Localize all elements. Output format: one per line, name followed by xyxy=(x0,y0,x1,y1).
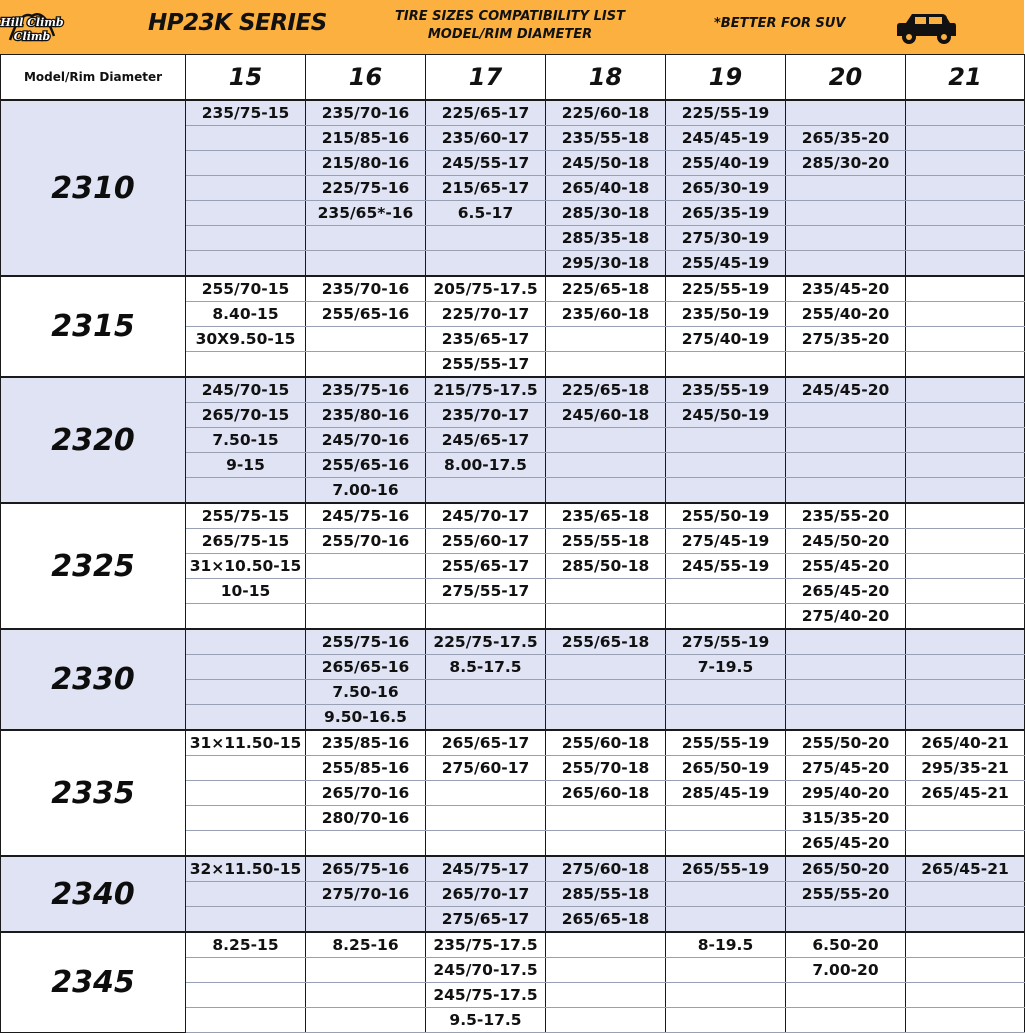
tire-size-cell: 255/70-15 xyxy=(186,276,306,302)
tire-size-cell xyxy=(906,806,1025,831)
table-row xyxy=(1,932,1025,958)
tire-size-cell xyxy=(186,756,306,781)
tire-size-cell xyxy=(906,983,1025,1008)
tire-size-cell: 7.50-16 xyxy=(306,680,426,705)
table-row xyxy=(1,629,1025,655)
suv-note: *BETTER FOR SUV xyxy=(714,16,846,31)
tire-size-cell: 245/55-19 xyxy=(666,554,786,579)
tire-size-cell xyxy=(906,403,1025,428)
tire-size-cell xyxy=(426,478,546,504)
table-row xyxy=(1,856,1025,882)
tire-size-cell xyxy=(906,579,1025,604)
column-header: 21 xyxy=(906,55,1025,101)
tire-size-cell xyxy=(546,983,666,1008)
tire-size-cell xyxy=(786,655,906,680)
column-header: 17 xyxy=(426,55,546,101)
tire-size-cell xyxy=(546,806,666,831)
tire-size-cell xyxy=(906,831,1025,857)
tire-size-cell xyxy=(426,806,546,831)
tire-size-cell xyxy=(786,100,906,126)
tire-size-cell xyxy=(186,126,306,151)
tire-size-cell xyxy=(546,1008,666,1033)
tire-size-cell xyxy=(186,680,306,705)
tire-size-cell xyxy=(186,604,306,630)
model-label: 2345 xyxy=(1,932,186,1033)
column-header: 16 xyxy=(306,55,426,101)
tire-size-cell xyxy=(546,352,666,378)
tire-size-cell: 255/75-16 xyxy=(306,629,426,655)
tire-size-cell xyxy=(306,983,426,1008)
tire-size-cell xyxy=(906,529,1025,554)
tire-size-cell: 255/40-19 xyxy=(666,151,786,176)
tire-size-cell xyxy=(906,604,1025,630)
tire-size-cell xyxy=(906,428,1025,453)
tire-size-cell: 265/50-20 xyxy=(786,856,906,882)
tire-size-cell xyxy=(546,958,666,983)
tire-size-cell: 275/45-20 xyxy=(786,756,906,781)
tire-size-cell xyxy=(786,629,906,655)
tire-size-cell: 275/35-20 xyxy=(786,327,906,352)
tire-size-cell: 285/30-18 xyxy=(546,201,666,226)
tire-size-cell xyxy=(786,352,906,378)
tire-size-cell xyxy=(666,806,786,831)
tire-size-cell xyxy=(786,453,906,478)
tire-size-cell: 215/80-16 xyxy=(306,151,426,176)
tire-size-cell xyxy=(906,151,1025,176)
tire-size-cell xyxy=(306,327,426,352)
tire-size-cell: 265/70-15 xyxy=(186,403,306,428)
tire-size-cell: 8.00-17.5 xyxy=(426,453,546,478)
tire-size-cell: 255/65-18 xyxy=(546,629,666,655)
tire-size-cell xyxy=(426,226,546,251)
tire-size-cell xyxy=(306,831,426,857)
tire-size-cell xyxy=(546,932,666,958)
column-header: 15 xyxy=(186,55,306,101)
tire-size-cell xyxy=(306,958,426,983)
tire-size-cell: 6.50-20 xyxy=(786,932,906,958)
tire-size-cell xyxy=(906,453,1025,478)
tire-size-cell: 245/45-19 xyxy=(666,126,786,151)
tire-size-cell: 9.50-16.5 xyxy=(306,705,426,731)
tire-size-cell: 255/60-17 xyxy=(426,529,546,554)
tire-size-cell: 295/30-18 xyxy=(546,251,666,277)
tire-size-cell xyxy=(186,352,306,378)
tire-size-cell xyxy=(906,226,1025,251)
tire-size-cell: 255/55-20 xyxy=(786,882,906,907)
model-label: 2335 xyxy=(1,730,186,856)
tire-size-cell: 225/65-18 xyxy=(546,377,666,403)
tire-size-cell: 235/65-18 xyxy=(546,503,666,529)
tire-size-cell: 235/65-17 xyxy=(426,327,546,352)
tire-size-cell xyxy=(786,226,906,251)
svg-text:Climb: Climb xyxy=(13,30,51,43)
tire-size-cell: 235/65*-16 xyxy=(306,201,426,226)
column-header: 20 xyxy=(786,55,906,101)
tire-size-cell xyxy=(666,680,786,705)
tire-size-cell xyxy=(666,705,786,731)
tire-size-cell xyxy=(906,176,1025,201)
tire-size-cell: 275/55-19 xyxy=(666,629,786,655)
tire-size-cell xyxy=(666,882,786,907)
tire-size-cell xyxy=(906,377,1025,403)
tire-size-cell: 255/70-18 xyxy=(546,756,666,781)
tire-size-cell xyxy=(906,201,1025,226)
tire-size-cell: 225/60-18 xyxy=(546,100,666,126)
tire-size-cell: 235/70-16 xyxy=(306,100,426,126)
tire-size-cell: 235/60-18 xyxy=(546,302,666,327)
tire-size-cell xyxy=(186,983,306,1008)
tire-size-cell: 255/55-19 xyxy=(666,730,786,756)
tire-size-cell: 265/65-17 xyxy=(426,730,546,756)
tire-size-cell xyxy=(186,882,306,907)
tire-size-cell: 245/50-18 xyxy=(546,151,666,176)
corner-label: Model/Rim Diameter xyxy=(1,55,186,101)
tire-size-cell: 255/65-16 xyxy=(306,453,426,478)
tire-size-cell xyxy=(186,831,306,857)
tire-size-cell xyxy=(906,554,1025,579)
tire-size-cell: 280/70-16 xyxy=(306,806,426,831)
tire-size-cell: 265/45-20 xyxy=(786,831,906,857)
tire-size-cell xyxy=(786,251,906,277)
tire-size-cell: 255/55-18 xyxy=(546,529,666,554)
tire-size-cell: 285/45-19 xyxy=(666,781,786,806)
subtitle-line-2: MODEL/RIM DIAMETER xyxy=(427,27,593,42)
tire-size-cell: 255/50-19 xyxy=(666,503,786,529)
tire-size-cell xyxy=(906,302,1025,327)
tire-size-cell: 8.5-17.5 xyxy=(426,655,546,680)
tire-size-cell xyxy=(786,176,906,201)
tire-size-cell xyxy=(786,680,906,705)
tire-size-cell xyxy=(546,831,666,857)
tire-size-cell: 245/70-16 xyxy=(306,428,426,453)
tire-size-cell xyxy=(786,428,906,453)
tire-size-cell xyxy=(546,680,666,705)
tire-size-cell: 235/70-17 xyxy=(426,403,546,428)
tire-size-cell xyxy=(666,352,786,378)
tire-size-cell xyxy=(906,276,1025,302)
tire-size-cell xyxy=(906,327,1025,352)
tire-size-cell: 265/65-16 xyxy=(306,655,426,680)
tire-size-cell: 265/75-16 xyxy=(306,856,426,882)
tire-size-cell: 315/35-20 xyxy=(786,806,906,831)
tire-size-cell: 205/75-17.5 xyxy=(426,276,546,302)
tire-size-cell: 215/85-16 xyxy=(306,126,426,151)
tire-size-cell: 235/75-16 xyxy=(306,377,426,403)
tire-size-cell xyxy=(666,579,786,604)
tire-size-cell xyxy=(906,352,1025,378)
model-label: 2310 xyxy=(1,100,186,276)
tire-size-cell: 275/40-19 xyxy=(666,327,786,352)
tire-size-cell xyxy=(906,503,1025,529)
tire-size-cell: 245/60-18 xyxy=(546,403,666,428)
tire-size-cell: 255/65-16 xyxy=(306,302,426,327)
table-row xyxy=(1,377,1025,403)
tire-size-cell: 245/70-17.5 xyxy=(426,958,546,983)
tire-size-cell: 235/60-17 xyxy=(426,126,546,151)
table-row xyxy=(1,100,1025,126)
tire-size-cell: 275/60-18 xyxy=(546,856,666,882)
tire-size-cell: 245/65-17 xyxy=(426,428,546,453)
tire-size-cell xyxy=(906,478,1025,504)
tire-size-cell xyxy=(786,705,906,731)
tire-size-cell: 225/75-17.5 xyxy=(426,629,546,655)
tire-size-cell: 7-19.5 xyxy=(666,655,786,680)
tire-size-cell xyxy=(306,554,426,579)
tire-size-cell xyxy=(906,907,1025,933)
logo-text: Hill Climb xyxy=(0,16,64,29)
tire-size-cell: 265/45-20 xyxy=(786,579,906,604)
tire-size-cell xyxy=(906,251,1025,277)
tire-size-cell: 265/35-20 xyxy=(786,126,906,151)
tire-size-cell: 31×11.50-15 xyxy=(186,730,306,756)
tire-size-cell: 275/60-17 xyxy=(426,756,546,781)
tire-size-cell: 295/35-21 xyxy=(906,756,1025,781)
tire-size-cell: 265/70-16 xyxy=(306,781,426,806)
tire-size-cell: 8.40-15 xyxy=(186,302,306,327)
subtitle-line-1: TIRE SIZES COMPATIBILITY LIST xyxy=(395,9,625,24)
tire-size-cell xyxy=(306,579,426,604)
tire-size-cell: 225/75-16 xyxy=(306,176,426,201)
tire-size-cell: 265/30-19 xyxy=(666,176,786,201)
tire-size-cell xyxy=(906,655,1025,680)
tire-size-cell xyxy=(906,629,1025,655)
model-label: 2315 xyxy=(1,276,186,377)
tire-size-cell: 245/55-17 xyxy=(426,151,546,176)
tire-size-cell: 265/45-21 xyxy=(906,781,1025,806)
tire-size-cell: 255/45-20 xyxy=(786,554,906,579)
tire-size-cell xyxy=(546,428,666,453)
tire-size-cell: 285/50-18 xyxy=(546,554,666,579)
tire-size-cell: 275/55-17 xyxy=(426,579,546,604)
tire-size-cell: 255/55-17 xyxy=(426,352,546,378)
column-header: 19 xyxy=(666,55,786,101)
tire-size-cell: 235/50-19 xyxy=(666,302,786,327)
tire-size-cell xyxy=(666,958,786,983)
tire-size-cell: 265/35-19 xyxy=(666,201,786,226)
tire-size-cell: 255/60-18 xyxy=(546,730,666,756)
tire-size-cell xyxy=(906,1008,1025,1033)
tire-size-cell xyxy=(546,453,666,478)
tire-size-cell: 255/40-20 xyxy=(786,302,906,327)
tire-size-cell: 245/50-19 xyxy=(666,403,786,428)
tire-size-cell xyxy=(186,226,306,251)
tire-size-cell xyxy=(666,453,786,478)
tire-size-cell: 265/40-21 xyxy=(906,730,1025,756)
series-title: HP23K SERIES xyxy=(148,10,327,36)
tire-size-cell: 255/45-19 xyxy=(666,251,786,277)
tire-size-cell: 275/65-17 xyxy=(426,907,546,933)
subtitle xyxy=(370,8,650,44)
tire-size-cell xyxy=(666,831,786,857)
tire-size-cell: 245/45-20 xyxy=(786,377,906,403)
tire-size-cell: 255/65-17 xyxy=(426,554,546,579)
tire-size-cell: 265/55-19 xyxy=(666,856,786,882)
model-label: 2340 xyxy=(1,856,186,932)
column-header: 18 xyxy=(546,55,666,101)
tire-size-cell xyxy=(186,1008,306,1033)
tire-size-cell: 235/70-16 xyxy=(306,276,426,302)
tire-size-cell: 245/70-17 xyxy=(426,503,546,529)
tire-size-cell: 215/75-17.5 xyxy=(426,377,546,403)
tire-size-cell xyxy=(666,478,786,504)
tire-size-cell: 245/50-20 xyxy=(786,529,906,554)
tire-size-cell: 235/80-16 xyxy=(306,403,426,428)
tire-size-cell xyxy=(186,655,306,680)
tire-size-cell xyxy=(786,907,906,933)
tire-size-cell: 255/85-16 xyxy=(306,756,426,781)
tire-size-cell xyxy=(546,604,666,630)
tire-size-cell xyxy=(906,680,1025,705)
tire-size-cell: 265/60-18 xyxy=(546,781,666,806)
tire-size-cell xyxy=(666,907,786,933)
compatibility-table xyxy=(0,54,1025,1033)
tire-size-cell xyxy=(786,1008,906,1033)
tire-size-cell: 235/75-15 xyxy=(186,100,306,126)
tire-size-cell xyxy=(186,201,306,226)
tire-size-cell xyxy=(426,680,546,705)
tire-size-cell: 275/30-19 xyxy=(666,226,786,251)
tire-size-cell: 285/55-18 xyxy=(546,882,666,907)
tire-size-cell xyxy=(546,655,666,680)
tire-size-cell xyxy=(426,251,546,277)
tire-size-cell: 7.50-15 xyxy=(186,428,306,453)
tire-size-cell: 285/35-18 xyxy=(546,226,666,251)
tire-size-cell: 7.00-20 xyxy=(786,958,906,983)
table-row xyxy=(1,276,1025,302)
tire-size-cell xyxy=(906,126,1025,151)
tire-size-cell xyxy=(786,201,906,226)
tire-size-cell xyxy=(306,907,426,933)
tire-size-cell: 8-19.5 xyxy=(666,932,786,958)
tire-size-cell: 235/55-20 xyxy=(786,503,906,529)
tire-size-cell: 9.5-17.5 xyxy=(426,1008,546,1033)
tire-size-cell xyxy=(546,705,666,731)
header-banner xyxy=(0,0,1024,54)
tire-size-cell xyxy=(906,100,1025,126)
tire-size-cell xyxy=(666,1008,786,1033)
tire-size-cell: 225/70-17 xyxy=(426,302,546,327)
tire-size-cell: 255/75-15 xyxy=(186,503,306,529)
tire-size-cell xyxy=(306,352,426,378)
tire-size-cell xyxy=(666,428,786,453)
tire-size-cell: 31×10.50-15 xyxy=(186,554,306,579)
tire-size-cell xyxy=(786,403,906,428)
tire-size-cell xyxy=(186,781,306,806)
tire-size-cell xyxy=(666,983,786,1008)
tire-size-cell: 245/75-16 xyxy=(306,503,426,529)
tire-size-cell xyxy=(306,1008,426,1033)
tire-size-cell: 275/70-16 xyxy=(306,882,426,907)
tire-size-cell: 275/40-20 xyxy=(786,604,906,630)
table-row xyxy=(1,503,1025,529)
tire-size-cell xyxy=(906,705,1025,731)
tire-size-cell: 225/65-18 xyxy=(546,276,666,302)
tire-size-cell xyxy=(906,958,1025,983)
tire-size-cell: 235/55-18 xyxy=(546,126,666,151)
tire-size-cell xyxy=(186,806,306,831)
tire-size-cell xyxy=(306,251,426,277)
tire-size-cell: 275/45-19 xyxy=(666,529,786,554)
tire-size-cell: 245/75-17 xyxy=(426,856,546,882)
model-label: 2320 xyxy=(1,377,186,503)
tire-size-cell xyxy=(546,579,666,604)
suv-icon xyxy=(894,10,958,46)
tire-size-cell: 215/65-17 xyxy=(426,176,546,201)
tire-size-cell: 8.25-16 xyxy=(306,932,426,958)
tire-size-cell: 245/70-15 xyxy=(186,377,306,403)
tire-size-cell: 265/40-18 xyxy=(546,176,666,201)
tire-size-cell: 285/30-20 xyxy=(786,151,906,176)
tire-size-cell: 32×11.50-15 xyxy=(186,856,306,882)
tire-size-cell: 245/75-17.5 xyxy=(426,983,546,1008)
tire-size-cell: 8.25-15 xyxy=(186,932,306,958)
tire-size-cell xyxy=(786,478,906,504)
tire-size-cell: 255/50-20 xyxy=(786,730,906,756)
hill-climb-logo xyxy=(0,6,64,48)
tire-size-cell: 265/75-15 xyxy=(186,529,306,554)
tire-size-cell: 235/85-16 xyxy=(306,730,426,756)
tire-size-cell xyxy=(426,604,546,630)
tire-size-cell xyxy=(906,882,1025,907)
tire-size-cell xyxy=(186,151,306,176)
tire-size-cell xyxy=(186,907,306,933)
tire-size-cell: 225/55-19 xyxy=(666,100,786,126)
tire-size-cell xyxy=(426,705,546,731)
tire-size-cell xyxy=(786,983,906,1008)
tire-size-cell xyxy=(186,176,306,201)
tire-size-cell: 255/70-16 xyxy=(306,529,426,554)
tire-size-cell: 265/70-17 xyxy=(426,882,546,907)
tire-size-cell: 6.5-17 xyxy=(426,201,546,226)
tire-size-cell xyxy=(426,831,546,857)
tire-size-cell xyxy=(546,478,666,504)
tire-size-cell xyxy=(186,478,306,504)
tire-size-cell: 235/55-19 xyxy=(666,377,786,403)
model-label: 2325 xyxy=(1,503,186,629)
tire-size-cell: 225/65-17 xyxy=(426,100,546,126)
tire-size-cell: 265/65-18 xyxy=(546,907,666,933)
tire-size-cell: 265/45-21 xyxy=(906,856,1025,882)
tire-size-cell xyxy=(306,226,426,251)
tire-size-cell: 265/50-19 xyxy=(666,756,786,781)
model-label: 2330 xyxy=(1,629,186,730)
tire-size-cell xyxy=(186,251,306,277)
tire-size-cell: 225/55-19 xyxy=(666,276,786,302)
tire-size-cell xyxy=(186,629,306,655)
tire-size-cell: 295/40-20 xyxy=(786,781,906,806)
tire-size-cell xyxy=(426,781,546,806)
tire-size-cell: 235/75-17.5 xyxy=(426,932,546,958)
table-row xyxy=(1,730,1025,756)
table-body xyxy=(1,100,1025,1033)
tire-size-cell xyxy=(906,932,1025,958)
tire-size-cell: 235/45-20 xyxy=(786,276,906,302)
tire-size-cell xyxy=(186,958,306,983)
tire-size-cell xyxy=(306,604,426,630)
tire-size-cell: 30X9.50-15 xyxy=(186,327,306,352)
tire-size-cell: 10-15 xyxy=(186,579,306,604)
tire-size-cell xyxy=(666,604,786,630)
tire-size-cell: 9-15 xyxy=(186,453,306,478)
tire-size-cell xyxy=(546,327,666,352)
tire-size-cell xyxy=(186,705,306,731)
tire-size-cell: 7.00-16 xyxy=(306,478,426,504)
header-row xyxy=(1,55,1025,101)
